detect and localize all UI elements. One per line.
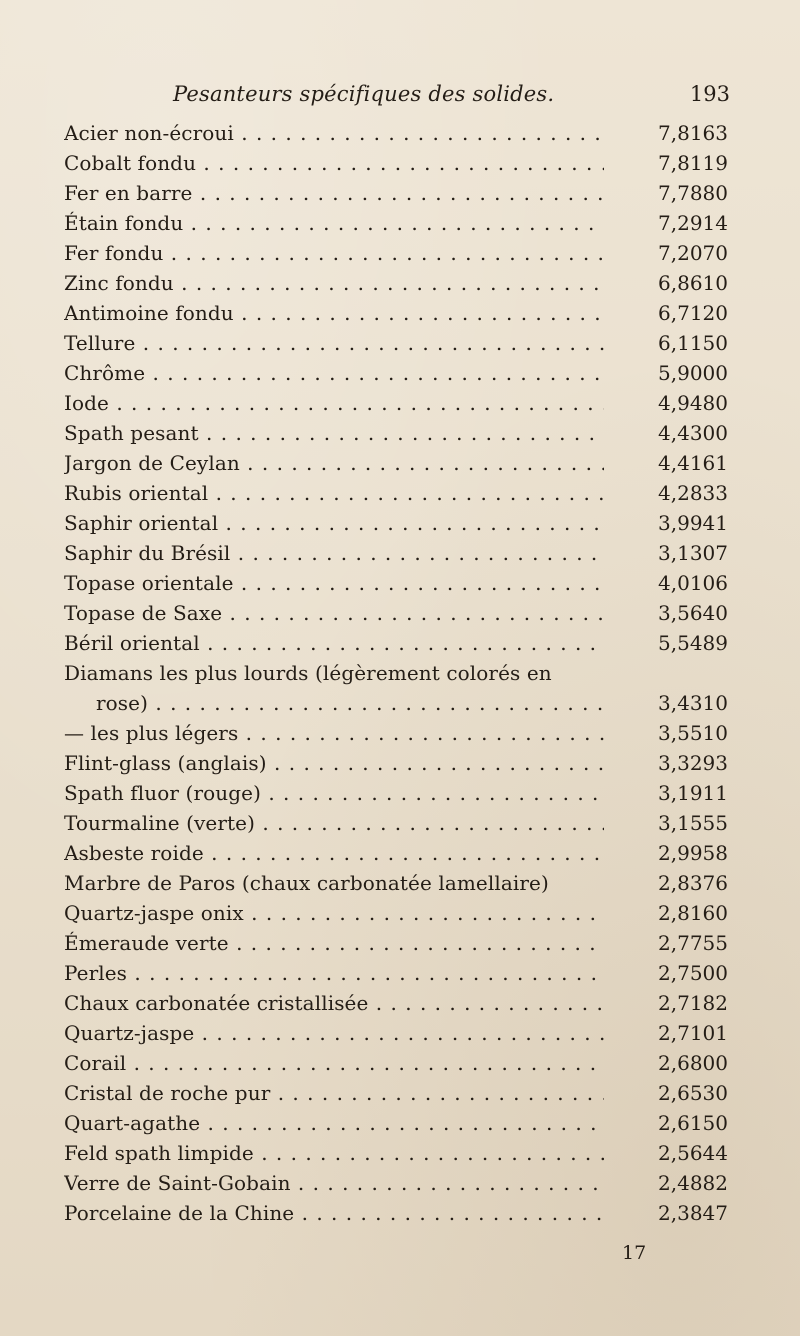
list-item	[64, 178, 728, 208]
specific-gravity-value: 7,2070	[658, 241, 728, 265]
list-item	[64, 928, 728, 958]
specific-gravity-value: 3,5640	[658, 601, 728, 625]
specific-gravity-list	[64, 118, 728, 1228]
list-item	[64, 838, 728, 868]
specific-gravity-value: 3,1307	[658, 541, 728, 565]
specific-gravity-value: 4,4161	[658, 451, 728, 475]
list-item	[64, 118, 728, 148]
substance-name: Quartz-jaspe . . .	[64, 1018, 604, 1048]
substance-name: Rubis oriental . . .	[64, 478, 604, 508]
running-title: Pesanteurs spécifiques des solides.	[173, 82, 555, 106]
specific-gravity-value: 6,7120	[658, 301, 728, 325]
specific-gravity-value: 2,7182	[658, 991, 728, 1015]
substance-name: Émeraude verte . . .	[64, 928, 604, 958]
list-item	[64, 1198, 728, 1228]
specific-gravity-value: 7,8119	[658, 151, 728, 175]
specific-gravity-value: 2,6150	[658, 1111, 728, 1135]
specific-gravity-value: 2,6530	[658, 1081, 728, 1105]
list-item	[64, 898, 728, 928]
list-item	[64, 328, 728, 358]
specific-gravity-value: 4,9480	[658, 391, 728, 415]
substance-name: Zinc fondu . . .	[64, 268, 604, 298]
substance-name: Cristal de roche pur . . .	[64, 1078, 604, 1108]
substance-name: Verre de Saint-Gobain . . .	[64, 1168, 604, 1198]
substance-name: Chaux carbonatée cristallisée . . .	[64, 988, 604, 1018]
substance-name: Corail . . .	[64, 1048, 604, 1078]
substance-name: Étain fondu . . .	[64, 208, 604, 238]
page-number: 193	[689, 82, 730, 106]
list-item	[64, 298, 728, 328]
list-item	[64, 388, 728, 418]
list-item	[64, 358, 728, 388]
list-item	[64, 1018, 728, 1048]
substance-name: Acier non-écroui . . .	[64, 118, 604, 148]
specific-gravity-value: 2,7101	[658, 1021, 728, 1045]
substance-name: Topase orientale . . .	[64, 568, 604, 598]
specific-gravity-value: 3,4310	[658, 691, 728, 715]
list-item	[64, 508, 728, 538]
list-item	[64, 148, 728, 178]
specific-gravity-value: 6,8610	[658, 271, 728, 295]
list-item	[64, 1078, 728, 1108]
substance-name: Quartz-jaspe onix . . .	[64, 898, 604, 928]
substance-name: Asbeste roide . . .	[64, 838, 604, 868]
list-item	[64, 448, 728, 478]
substance-name: Diamans les plus lourds (légèrement colorés en	[64, 661, 552, 685]
substance-name: Flint-glass (anglais) . . .	[64, 748, 604, 778]
signature-mark: 17	[622, 1242, 647, 1264]
specific-gravity-value: 3,9941	[658, 511, 728, 535]
substance-name: Tellure . . .	[64, 328, 604, 358]
substance-name: Iode . . .	[64, 388, 604, 418]
specific-gravity-value: 4,4300	[658, 421, 728, 445]
substance-name: Chrôme . . .	[64, 358, 604, 388]
substance-name: — les plus légers . . .	[64, 718, 604, 748]
substance-name: Spath fluor (rouge) . . .	[64, 778, 604, 808]
specific-gravity-value: 3,5510	[658, 721, 728, 745]
substance-name: Antimoine fondu . . .	[64, 298, 604, 328]
list-item	[64, 958, 728, 988]
substance-name: Topase de Saxe . . .	[64, 598, 604, 628]
list-item	[64, 748, 728, 778]
specific-gravity-value: 5,5489	[658, 631, 728, 655]
specific-gravity-value: 2,8376	[658, 871, 728, 895]
substance-name: Saphir oriental . . .	[64, 508, 604, 538]
substance-name: Fer en barre . . .	[64, 178, 604, 208]
list-item	[64, 208, 728, 238]
substance-name: Spath pesant . . .	[64, 418, 604, 448]
specific-gravity-value: 4,0106	[658, 571, 728, 595]
specific-gravity-value: 4,2833	[658, 481, 728, 505]
specific-gravity-value: 2,3847	[658, 1201, 728, 1225]
substance-name: Perles . . .	[64, 958, 604, 988]
list-item	[64, 568, 728, 598]
substance-name: Marbre de Paros (chaux carbonatée lamellaire)	[64, 871, 549, 895]
list-item	[64, 1108, 728, 1138]
list-item	[64, 688, 728, 718]
list-item	[64, 808, 728, 838]
specific-gravity-value: 2,7500	[658, 961, 728, 985]
list-item	[64, 988, 728, 1018]
specific-gravity-value: 2,5644	[658, 1141, 728, 1165]
list-item	[64, 538, 728, 568]
list-item	[64, 478, 728, 508]
substance-name: Cobalt fondu . . .	[64, 148, 604, 178]
substance-name: Feld spath limpide . . .	[64, 1138, 604, 1168]
specific-gravity-value: 3,1555	[658, 811, 728, 835]
page-header	[60, 82, 730, 118]
substance-name: rose) . . .	[96, 688, 604, 718]
specific-gravity-value: 5,9000	[658, 361, 728, 385]
substance-name: Quart-agathe . . .	[64, 1108, 604, 1138]
list-item	[64, 1168, 728, 1198]
list-item	[64, 268, 728, 298]
specific-gravity-value: 2,8160	[658, 901, 728, 925]
substance-name: Jargon de Ceylan . . .	[64, 448, 604, 478]
list-item	[64, 628, 728, 658]
specific-gravity-value: 6,1150	[658, 331, 728, 355]
substance-name: Fer fondu . . .	[64, 238, 604, 268]
substance-name: Saphir du Brésil . . .	[64, 538, 604, 568]
list-item	[64, 418, 728, 448]
list-item	[64, 238, 728, 268]
specific-gravity-value: 2,4882	[658, 1171, 728, 1195]
list-item	[64, 778, 728, 808]
specific-gravity-value: 7,2914	[658, 211, 728, 235]
specific-gravity-value: 3,3293	[658, 751, 728, 775]
list-item	[64, 598, 728, 628]
specific-gravity-value: 7,8163	[658, 121, 728, 145]
substance-name: Tourmaline (verte) . . .	[64, 808, 604, 838]
substance-name: Béril oriental . . .	[64, 628, 604, 658]
specific-gravity-value: 2,7755	[658, 931, 728, 955]
list-item	[64, 1048, 728, 1078]
list-item	[64, 1138, 728, 1168]
specific-gravity-value: 3,1911	[658, 781, 728, 805]
substance-name: Porcelaine de la Chine . . .	[64, 1198, 604, 1228]
specific-gravity-value: 2,9958	[658, 841, 728, 865]
list-item	[64, 658, 728, 688]
list-item	[64, 718, 728, 748]
specific-gravity-value: 2,6800	[658, 1051, 728, 1075]
specific-gravity-value: 7,7880	[658, 181, 728, 205]
list-item	[64, 868, 728, 898]
